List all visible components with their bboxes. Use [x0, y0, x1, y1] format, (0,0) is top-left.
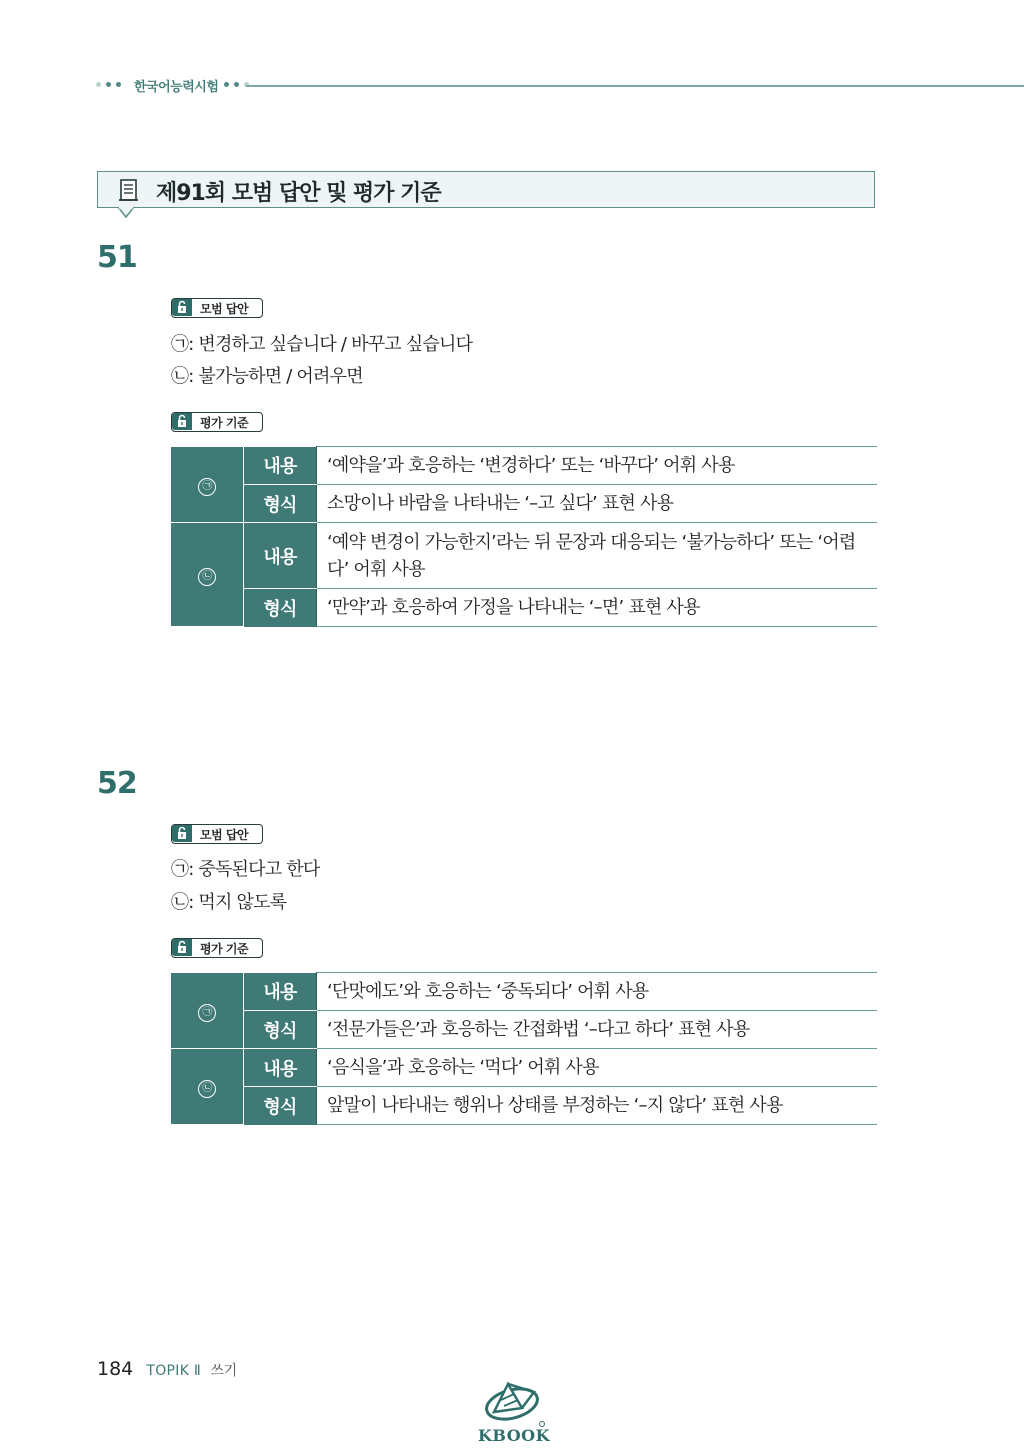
book-logo-icon	[474, 1378, 554, 1428]
row-marker: ㉠	[171, 973, 244, 1049]
page-number: 184	[97, 1358, 134, 1380]
lock-icon	[172, 939, 192, 956]
category-cell: 형식	[244, 485, 317, 523]
category-cell: 형식	[244, 1087, 317, 1125]
book-subject: 쓰기	[210, 1363, 238, 1379]
badge-label: 모범 답안	[200, 302, 249, 316]
category-cell: 형식	[244, 589, 317, 627]
header-title: 한국어능력시험	[134, 80, 219, 95]
table-row	[171, 973, 877, 1011]
header-rule	[246, 85, 1024, 87]
kbook-logo	[474, 1378, 554, 1444]
criteria-badge	[171, 938, 263, 958]
description-cell: ‘전문가들은’과 호응하는 간접화법 ‘–다고 하다’ 표현 사용	[317, 1011, 878, 1049]
table-row	[171, 589, 877, 627]
model-answer-line: ㉡: 불가능하면 / 어려우면	[171, 366, 363, 387]
description-cell: ‘단맛에도’와 호응하는 ‘중독되다’ 어휘 사용	[317, 973, 878, 1011]
lock-icon	[172, 413, 192, 430]
description-cell: ‘예약을’과 호응하는 ‘변경하다’ 또는 ‘바꾸다’ 어휘 사용	[317, 447, 878, 485]
section-title: 제91회 모범 답안 및 평가 기준	[156, 181, 441, 206]
category-cell: 내용	[244, 1049, 317, 1087]
book-title: TOPIK Ⅱ	[146, 1363, 202, 1379]
document-icon	[118, 179, 140, 207]
row-marker: ㉠	[171, 447, 244, 523]
description-cell: ‘만약’과 호응하여 가정을 나타내는 ‘–면’ 표현 사용	[317, 589, 878, 627]
category-cell: 내용	[244, 447, 317, 485]
model-answer-badge	[171, 298, 263, 318]
question-number: 52	[97, 766, 137, 801]
logo-text: KBOOK	[478, 1426, 551, 1445]
section-title-box	[97, 171, 875, 208]
header-dots-left	[96, 82, 121, 87]
description-cell: 소망이나 바람을 나타내는 ‘–고 싶다’ 표현 사용	[317, 485, 878, 523]
badge-label: 평가 기준	[200, 416, 249, 430]
table-row	[171, 1049, 877, 1087]
page-footer	[97, 1358, 237, 1380]
table-row	[171, 1087, 877, 1125]
criteria-table	[171, 972, 877, 1125]
running-header	[96, 76, 1024, 96]
model-answer-line: ㉡: 먹지 않도록	[171, 892, 287, 913]
category-cell: 형식	[244, 1011, 317, 1049]
category-cell: 내용	[244, 523, 317, 589]
badge-label: 평가 기준	[200, 942, 249, 956]
row-marker: ㉡	[171, 523, 244, 627]
table-row	[171, 1011, 877, 1049]
title-pointer-icon	[118, 207, 134, 219]
description-cell: 앞말이 나타내는 행위나 상태를 부정하는 ‘–지 않다’ 표현 사용	[317, 1087, 878, 1125]
model-answer-badge	[171, 824, 263, 844]
lock-icon	[172, 825, 192, 842]
model-answer-line: ㉠: 중독된다고 한다	[171, 859, 320, 880]
table-row	[171, 447, 877, 485]
criteria-badge	[171, 412, 263, 432]
criteria-table	[171, 446, 877, 627]
question-number: 51	[97, 240, 137, 275]
description-cell: ‘예약 변경이 가능한지’라는 뒤 문장과 대응되는 ‘불가능하다’ 또는 ‘어렵다’ 어휘 사용	[317, 523, 878, 589]
table-row	[171, 485, 877, 523]
row-marker: ㉡	[171, 1049, 244, 1125]
badge-label: 모범 답안	[200, 828, 249, 842]
category-cell: 내용	[244, 973, 317, 1011]
lock-icon	[172, 299, 192, 316]
table-row	[171, 523, 877, 589]
description-cell: ‘음식을’과 호응하는 ‘먹다’ 어휘 사용	[317, 1049, 878, 1087]
model-answer-line: ㉠: 변경하고 싶습니다 / 바꾸고 싶습니다	[171, 334, 473, 355]
